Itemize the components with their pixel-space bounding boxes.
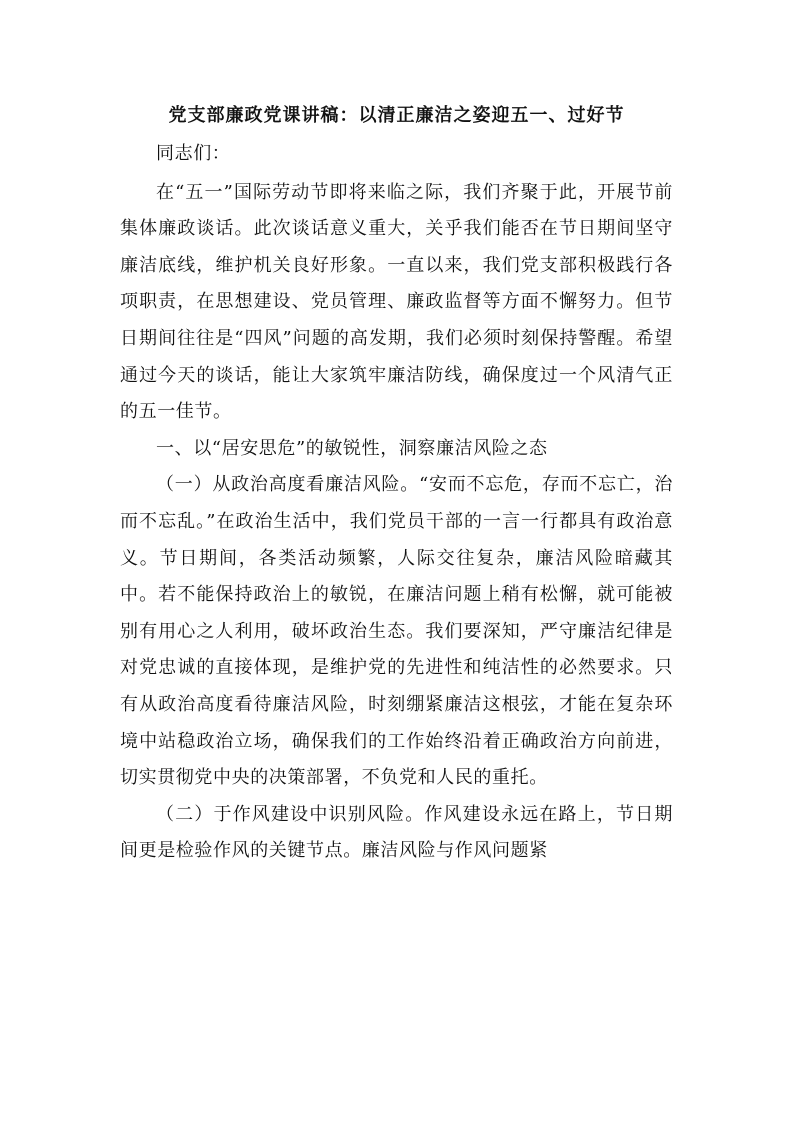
document-title: 党支部廉政党课讲稿：以清正廉洁之姿迎五一、过好节 <box>168 105 625 126</box>
subsection-1-paragraph: （一）从政治高度看廉洁风险。“安而不忘危，存而不忘亡，治而不忘乱。”在政治生活中，我们党员干部的一言一行都具有政治意义。节日期间，各类活动频繁，人际交往复杂，廉洁风险暗藏其中。若不能保持政治上的敏锐，在廉洁问题上稍有松懈，就可能被别有用心之人利用，破坏政治生态。我们要深知，严守廉洁纪律是对党忠诚的直接体现，是维护党的先进性和纯洁性的必然要求。只有从政治高度看待廉洁风险，时刻绷紧廉洁这根弦，才能在复杂环境中站稳政治立场，确保我们的工作始终沿着正确政治方向前进，切实贯彻党中央的决策部署，不负党和人民的重托。 <box>120 474 673 789</box>
intro-paragraph: 在“五一”国际劳动节即将来临之际，我们齐聚于此，开展节前集体廉政谈话。此次谈话意义重大，关乎我们能否在节日期间坚守廉洁底线，维护机关良好形象。一直以来，我们党支部积极践行各项职责，在思想建设、党员管理、廉政监督等方面不懈努力。但节日期间往往是“四风”问题的高发期，我们必须时刻保持警醒。希望通过今天的谈话，能让大家筑牢廉洁防线，确保度过一个风清气正的五一佳节。 <box>120 181 673 423</box>
subsection-2-paragraph: （二）于作风建设中识别风险。作风建设永远在路上，节日期间更是检验作风的关键节点。廉洁风险与作风问题紧 <box>120 803 673 862</box>
salutation: 同志们： <box>156 143 231 164</box>
section-heading-1: 一、以“居安思危”的敏锐性，洞察廉洁风险之态 <box>156 437 548 459</box>
